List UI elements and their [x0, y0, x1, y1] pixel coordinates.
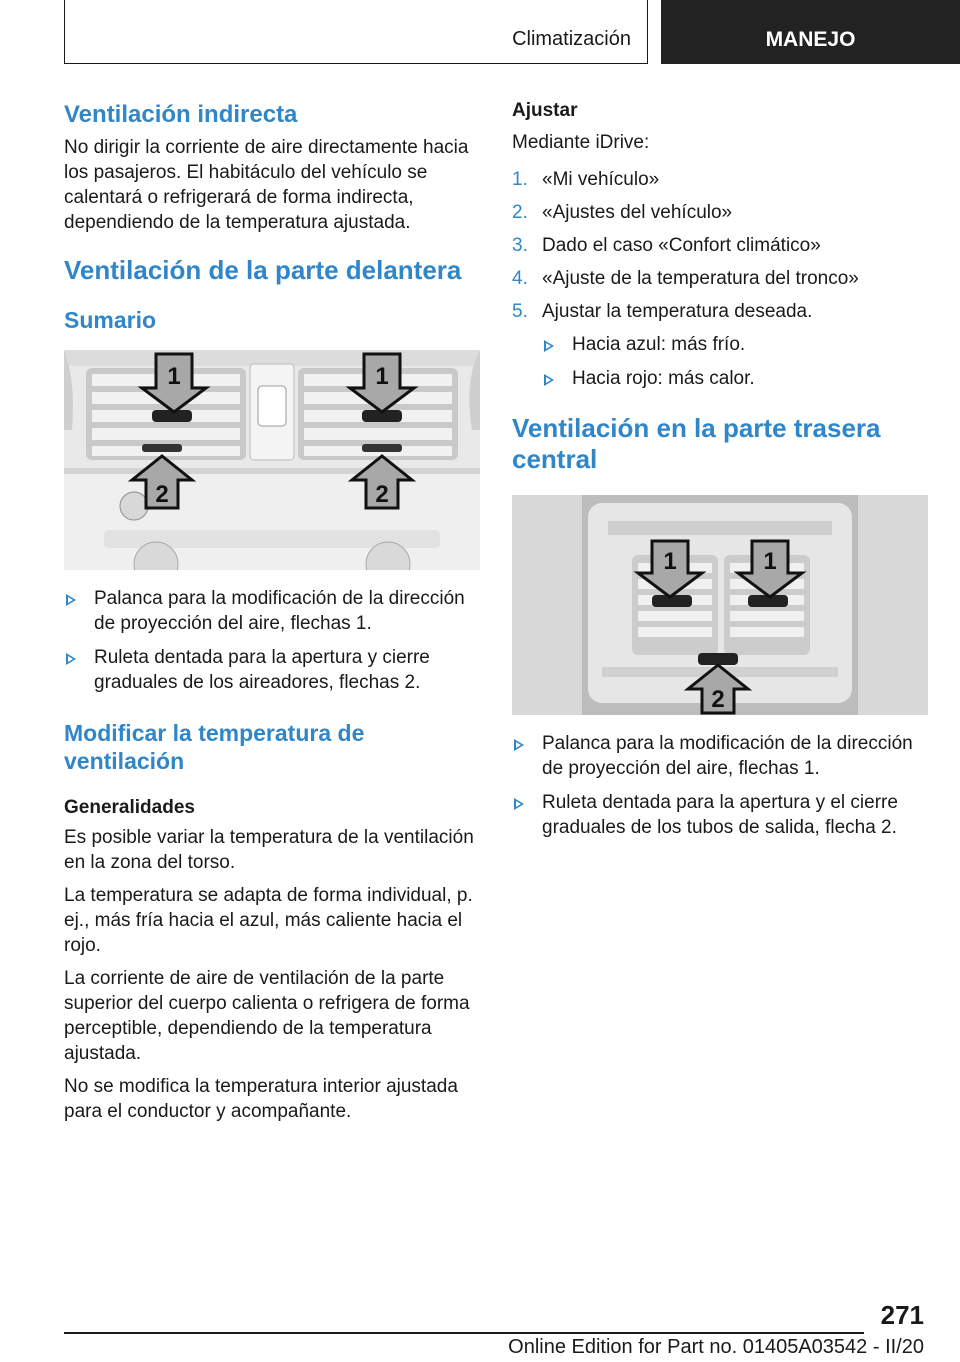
list-item: Palanca para la modificación de la dirección de proyección del aire, flechas 1.	[512, 731, 928, 781]
heading-modify-temperature: Modificar la temperatura de ventilación	[64, 720, 365, 774]
heading-general: Generalidades	[64, 797, 195, 818]
rear-callout-label-2: 2	[711, 686, 725, 713]
paragraph-indirect: No dirigir la corriente de aire directamente hacia los pasajeros. El habitáculo del vehículo se calentará o refrigerará de forma indirecta, dependiendo de la temperatura ajustada.	[64, 137, 469, 233]
heading-summary: Sumario	[64, 307, 157, 333]
front-vent-bullets	[64, 586, 480, 695]
section-header-box	[64, 0, 648, 64]
left-column	[64, 100, 480, 1132]
rear-vent-bullets	[512, 731, 928, 840]
triangle-bullet-icon	[66, 594, 76, 606]
callout-label-1-right: 1	[375, 363, 389, 390]
right-column	[512, 100, 928, 849]
list-item: 4. «Ajuste de la temperatura del tronco»	[512, 268, 859, 289]
edition-text: Online Edition for Part no. 01405A03542 - II/20	[508, 1336, 924, 1358]
section-title: Climatización	[512, 28, 631, 50]
rear-callout-label-1-left: 1	[663, 548, 677, 575]
list-item: Hacia rojo: más calor.	[542, 366, 928, 391]
paragraph-idrive: Mediante iDrive:	[512, 132, 650, 153]
heading-rear-ventilation: Ventilación en la parte trasera central	[512, 413, 881, 474]
paragraph-general-1: Es posible variar la temperatura de la ventilación en la zona del torso.	[64, 827, 474, 873]
heading-front-ventilation: Ventilación de la parte delantera	[64, 255, 462, 285]
list-item: Ruleta dentada para la apertura y el cierre graduales de los tubos de salida, flecha 2.	[512, 790, 928, 840]
front-vents-figure	[64, 350, 480, 570]
heading-adjust: Ajustar	[512, 100, 578, 121]
list-item: Hacia azul: más frío.	[542, 332, 928, 357]
page-header	[64, 0, 960, 66]
paragraph-general-2: La temperatura se adapta de forma individual, p. ej., más fría hacia el azul, más caliente hacia el rojo.	[64, 885, 473, 956]
idrive-steps	[512, 167, 928, 324]
chapter-tab: MANEJO	[661, 0, 960, 64]
triangle-bullet-icon	[514, 739, 524, 751]
triangle-bullet-icon	[514, 798, 524, 810]
page-number: 271	[880, 1300, 924, 1330]
list-item: 5. Ajustar la temperatura deseada.	[512, 301, 813, 322]
list-item: 3. Dado el caso «Confort climático»	[512, 235, 821, 256]
callout-label-2-left: 2	[155, 481, 169, 508]
triangle-bullet-icon	[66, 653, 76, 665]
footer-divider	[64, 1332, 864, 1334]
triangle-bullet-icon	[544, 374, 554, 386]
callout-label-1-left: 1	[167, 363, 181, 390]
paragraph-general-3: La corriente de aire de ventilación de la parte superior del cuerpo calienta o refrigera de forma perceptible, dependiendo de la temperatura ajustada.	[64, 968, 470, 1064]
callout-label-2-right: 2	[375, 481, 389, 508]
triangle-bullet-icon	[544, 340, 554, 352]
paragraph-general-4: No se modifica la temperatura interior ajustada para el conductor y acompañante.	[64, 1076, 458, 1122]
temperature-direction-bullets	[542, 332, 928, 391]
rear-callout-label-1-right: 1	[763, 548, 777, 575]
list-item: 2. «Ajustes del vehículo»	[512, 202, 733, 223]
heading-indirect-ventilation: Ventilación indirecta	[64, 101, 298, 128]
list-item: 1. «Mi vehículo»	[512, 169, 660, 190]
rear-vents-figure	[512, 495, 928, 715]
list-item: Ruleta dentada para la apertura y cierre graduales de los aireadores, flechas 2.	[64, 645, 480, 695]
list-item: Palanca para la modificación de la dirección de proyección del aire, flechas 1.	[64, 586, 480, 636]
